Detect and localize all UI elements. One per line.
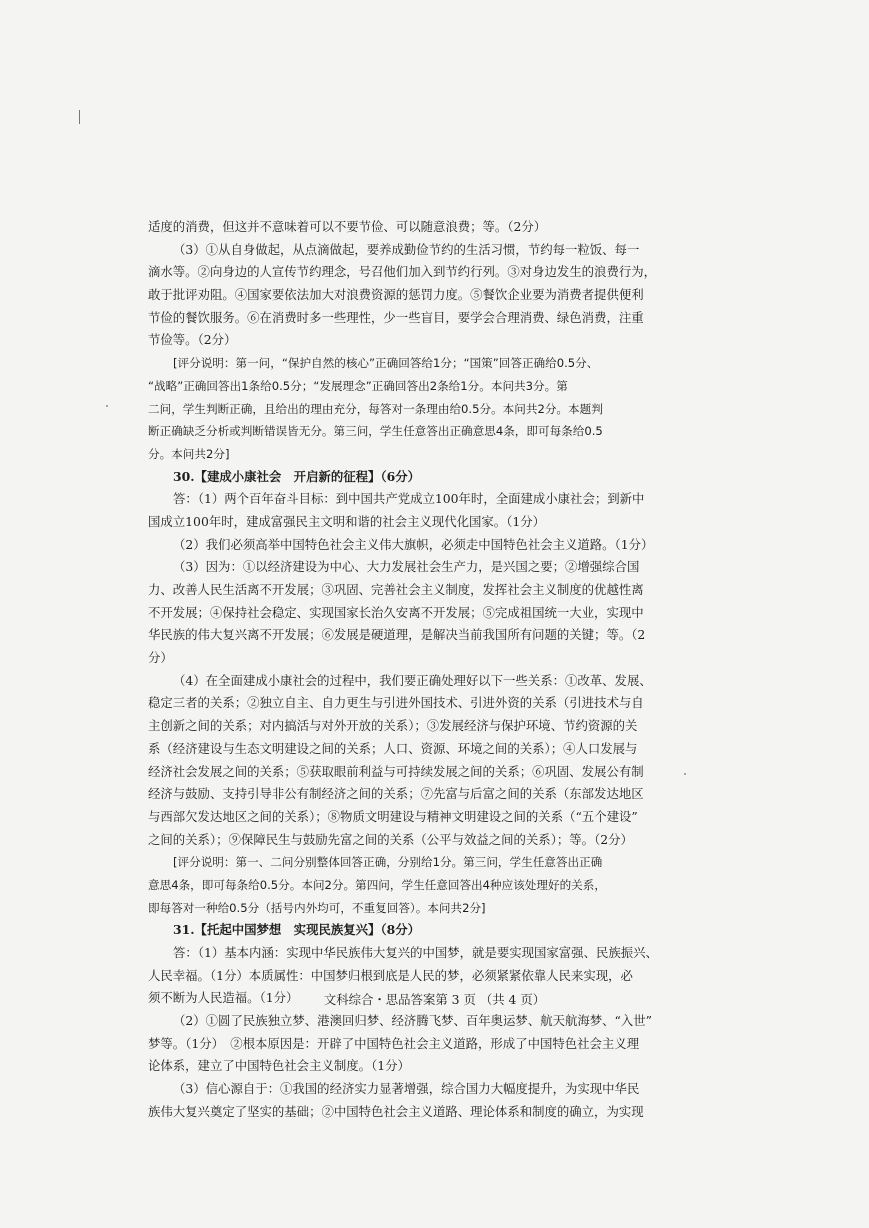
- grading-note-line: 分。本问共2分]: [148, 446, 230, 461]
- answer-line: 与西部欠发达地区之间的关系）；⑧物质文明建设与精神文明建设之间的关系（“五个建设”: [148, 808, 638, 824]
- section-heading: 31.【托起中国梦想 实现民族复兴】（8分）: [173, 922, 421, 938]
- answer-line: 论体系，建立了中国特色社会主义制度。（1分）: [148, 1058, 410, 1074]
- scan-speck: [684, 773, 686, 775]
- answer-line: 不开发展；④保持社会稳定、实现国家长治久安离不开发展；⑤完成祖国统一大业，实现中: [148, 604, 644, 620]
- answer-line: 人民幸福。（1分）本质属性：中国梦归根到底是人民的梦，必须紧紧依靠人民来实现，必: [148, 967, 633, 983]
- scan-speck: [106, 405, 108, 407]
- answer-line: 系（经济建设与生态文明建设之间的关系；人口、资源、环境之间的关系）；④人口发展与: [148, 740, 638, 756]
- answer-line: 滴水等。②向身边的人宣传节约理念，号召他们加入到节约行列。③对身边发生的浪费行为，: [148, 264, 657, 280]
- answer-line: 经济社会发展之间的关系；⑤获取眼前利益与可持续发展之间的关系；⑥巩固、发展公有制: [148, 763, 644, 779]
- answer-line: 华民族的伟大复兴离不开发展；⑥发展是硬道理，是解决当前我国所有问题的关键；等。（2: [148, 627, 646, 643]
- page-edge-mark: [79, 110, 80, 124]
- answer-line: （2）我们必须高举中国特色社会主义伟大旗帜，必须走中国特色社会主义道路。（1分）: [173, 536, 654, 552]
- page-footer: 文科综合・思品答案第 3 页 （共 4 页）: [323, 992, 546, 1007]
- answer-line: 节俭的餐饮服务。⑥在消费时多一些理性，少一些盲目，要学会合理消费、绿色消费，注重: [148, 309, 644, 325]
- answer-line: 经济与鼓励、支持引导非公有制经济之间的关系；⑦先富与后富之间的关系（东部发达地区: [148, 786, 644, 802]
- answer-line: （3）①从自身做起，从点滴做起，要养成勤俭节约的生活习惯，节约每一粒饭、每一: [173, 241, 640, 257]
- answer-text-body: [148, 216, 680, 1124]
- answer-line: （4）在全面建成小康社会的过程中，我们要正确处理好以下一些关系：①改革、发展、: [173, 672, 652, 688]
- answer-line: 主创新之间的关系；对内搞活与对外开放的关系）；③发展经济与保护环境、节约资源的关: [148, 718, 638, 734]
- answer-line: 答：（1）基本内涵：实现中华民族伟大复兴的中国梦，就是要实现国家富强、民族振兴、: [173, 945, 658, 960]
- answer-line: 节俭等。（2分）: [148, 332, 237, 348]
- grading-note-line: [评分说明：第一、二问分别整体回答正确，分别给1分。第三问，学生任意答出正确: [173, 855, 603, 870]
- answer-line: 梦等。（1分） ②根本原因是：开辟了中国特色社会主义道路，形成了中国特色社会主义理: [148, 1035, 640, 1051]
- answer-line: （3）信心源自于：①我国的经济实力显著增强，综合国力大幅度提升，为实现中华民: [173, 1081, 640, 1097]
- answer-line: （2）①圆了民族独立梦、港澳回归梦、经济腾飞梦、百年奥运梦、航天航海梦、“入世”: [173, 1013, 653, 1029]
- answer-line: 稳定三者的关系；②独立自主、自力更生与引进外国技术、引进外资的关系（引进技术与自: [148, 695, 644, 711]
- grading-note-line: 即每答对一种给0.5分（括号内外均可，不重复回答）。本问共2分]: [148, 900, 486, 915]
- answer-line: 族伟大复兴奠定了坚实的基础；②中国特色社会主义道路、理论体系和制度的确立，为实现: [148, 1103, 644, 1119]
- answer-line: 须不断为人民造福。（1分）: [148, 990, 299, 1006]
- grading-note-line: 断正确缺乏分析或判断错误皆无分。第三问，学生任意答出正确意思4条，即可每条给0.5: [148, 424, 603, 439]
- answer-line: 之间的关系）；⑨保障民生与鼓励先富之间的关系（公平与效益之间的关系）；等。（2分）: [148, 831, 633, 847]
- answer-line: 国成立100年时，建成富强民主文明和谐的社会主义现代化国家。（1分）: [148, 513, 546, 529]
- grading-note-line: “战略”正确回答出1条给0.5分；“发展理念”正确回答出2条给1分。本问共3分。第: [148, 378, 568, 393]
- grading-note-line: 意思4条，即可每条给0.5分。本问2分。第四问，学生任意回答出4种应该处理好的关系，: [148, 877, 606, 892]
- answer-line: 敢于批评劝阻。④国家要依法加大对浪费资源的惩罚力度。⑤餐饮企业要为消费者提供便利: [148, 287, 644, 303]
- answer-line: 适度的消费，但这并不意味着可以不要节俭、可以随意浪费；等。（2分）: [148, 219, 547, 234]
- answer-line: 答：（1）两个百年奋斗目标：到中国共产党成立100年时，全面建成小康社会；到新中: [173, 491, 645, 507]
- answer-line: 力、改善人民生活离不开发展；③巩固、完善社会主义制度，发挥社会主义制度的优越性离: [148, 582, 644, 597]
- grading-note-line: [评分说明：第一问，“保护自然的核心”正确回答给1分；“国策”回答正确给0.5分、: [173, 356, 599, 371]
- answer-line: （3）因为：①以经济建设为中心、大力发展社会生产力，是兴国之要；②增强综合国: [173, 559, 640, 575]
- answer-line: 分）: [148, 650, 173, 666]
- grading-note-line: 二问，学生判断正确，且给出的理由充分，每答对一条理由给0.5分。本问共2分。本题判: [148, 401, 603, 416]
- section-heading: 30.【建成小康社会 开启新的征程】（6分）: [173, 468, 421, 484]
